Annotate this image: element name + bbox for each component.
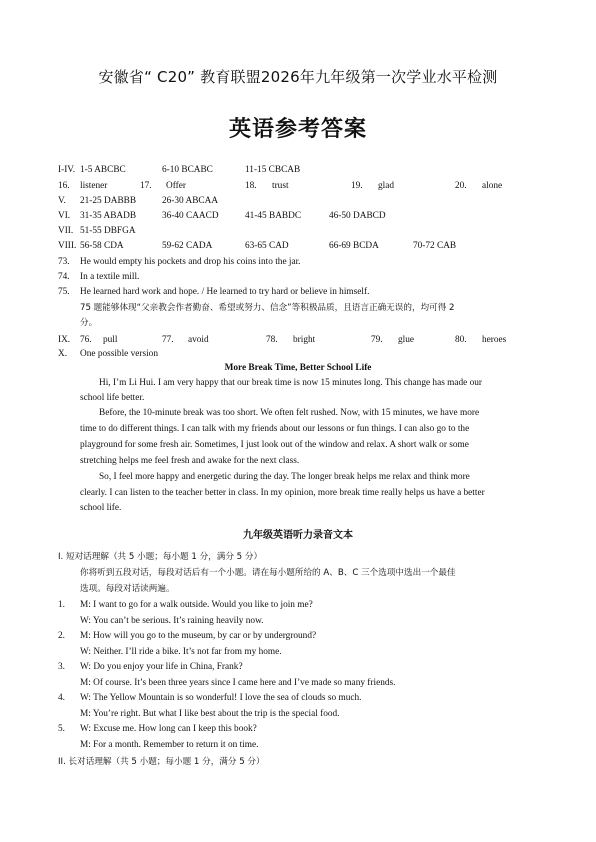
dialogue-line: M: How will you go to the museum, by car or by underground? — [80, 631, 317, 641]
answer-sentence: In a textile mill. — [80, 272, 140, 282]
instruction: 选项。每段对话读两遍。 — [80, 584, 175, 594]
answer-group: 1-5 ABCBC — [80, 165, 126, 175]
item-number: 73. — [58, 257, 70, 267]
essay-line: time to do different things. I can talk with my friends about our lessons or fun things. I can also go to the — [80, 424, 470, 434]
answer-group: 51-55 DBFGA — [80, 226, 136, 236]
dialogue-line: W: Do you enjoy your life in China, Frank? — [80, 662, 243, 672]
item-number: 79. — [371, 335, 383, 345]
row-label: VI. — [58, 211, 71, 221]
dialogue-line: M: Of course. It’s been three years since I came here and I’ve made so many friends. — [80, 678, 396, 688]
item-number: 18. — [245, 181, 257, 191]
row-label: IX. — [58, 335, 71, 345]
item-number: 76. — [80, 335, 92, 345]
answer-word: alone — [482, 181, 503, 191]
answer-group: 36-40 CAACD — [162, 211, 219, 221]
essay-line: school life better. — [80, 393, 145, 403]
item-number: 19. — [351, 181, 363, 191]
answer-group: 70-72 CAB — [413, 241, 457, 251]
answer-group: 66-69 BCDA — [329, 241, 379, 251]
row-label: VII. — [58, 226, 74, 236]
answer-word: trust — [272, 181, 289, 191]
essay-line: stretching helps me feel fresh and awake for the next class. — [80, 456, 300, 466]
answer-word: heroes — [482, 335, 507, 345]
row-label: V. — [58, 196, 66, 206]
section-heading: I. 短对话理解（共 5 小题；每小题 1 分，满分 5 分） — [58, 552, 263, 562]
essay-line: playground for some fresh air. Sometimes, I just look out of the window and relax. A short walk or some — [80, 440, 469, 450]
essay-line: So, I feel more happy and energetic during the day. The longer break helps me relax and think more — [99, 472, 470, 482]
item-number: 78. — [266, 335, 278, 345]
answer-group: 46-50 DABCD — [329, 211, 386, 221]
item-number: 16. — [58, 181, 70, 191]
answer-group: 41-45 BABDC — [245, 211, 302, 221]
answer-word: listener — [80, 181, 108, 191]
answer-group: 56-58 CDA — [80, 241, 124, 251]
dialogue-number: 4. — [58, 693, 65, 703]
answer-group: 11-15 CBCAB — [245, 165, 301, 175]
answer-group: 59-62 CADA — [162, 241, 213, 251]
dialogue-line: W: You can’t be serious. It’s raining heavily now. — [80, 616, 264, 626]
document-subtitle: 安徽省“ C20” 教育联盟2026年九年级第一次学业水平检测 — [98, 68, 498, 86]
essay-line: Before, the 10-minute break was too short. We often felt rushed. Now, with 15 minutes, we have more — [99, 408, 480, 418]
row-label: I-IV. — [58, 165, 76, 175]
document-title: 英语参考答案 — [228, 116, 367, 141]
dialogue-line: W: The Yellow Mountain is so wonderful! I love the sea of clouds so much. — [80, 693, 362, 703]
dialogue-number: 2. — [58, 631, 65, 641]
item-number: 74. — [58, 272, 70, 282]
section-note: One possible version — [80, 349, 158, 359]
dialogue-line: W: Neither. I’ll ride a bike. It’s not far from my home. — [80, 647, 282, 657]
answer-word: avoid — [188, 335, 209, 345]
item-number: 17. — [140, 181, 152, 191]
section-heading: II. 长对话理解（共 5 小题；每小题 1 分，满分 5 分） — [58, 757, 265, 767]
item-number: 80. — [455, 335, 467, 345]
answer-word: bright — [293, 335, 316, 345]
answer-sentence: He would empty his pockets and drop his coins into the jar. — [80, 257, 301, 267]
dialogue-line: M: You’re right. But what I like best about the trip is the special food. — [80, 709, 340, 719]
answer-group: 21-25 DABBB — [80, 196, 137, 206]
row-label: VIII. — [58, 241, 77, 251]
answer-word: glad — [378, 181, 395, 191]
answer-sentence: He learned hard work and hope. / He learned to try hard or believe in himself. — [80, 287, 370, 297]
dialogue-line: M: For a month. Remember to return it on time. — [80, 740, 259, 750]
item-number: 75. — [58, 287, 70, 297]
item-number: 77. — [162, 335, 174, 345]
scoring-note: 分。 — [80, 318, 98, 328]
dialogue-number: 5. — [58, 724, 65, 734]
item-number: 20. — [455, 181, 467, 191]
essay-line: Hi, I’m Li Hui. I am very happy that our break time is now 15 minutes long. This change has made our — [99, 378, 482, 388]
essay-line: clearly. I can listen to the teacher better in class. In my opinion, more break time really helps us have a better — [80, 488, 485, 498]
essay-line: school life. — [80, 503, 122, 513]
dialogue-number: 3. — [58, 662, 65, 672]
dialogue-line: M: I want to go for a walk outside. Would you like to join me? — [80, 600, 313, 610]
answer-word: Offer — [166, 181, 186, 191]
answer-word: glue — [398, 335, 415, 345]
answer-word: pull — [103, 335, 118, 345]
transcript-title: 九年级英语听力录音文本 — [243, 530, 353, 541]
row-label: X. — [58, 349, 68, 359]
answer-group: 63-65 CAD — [245, 241, 289, 251]
scoring-note: 75 题能够体现“父亲教会作者勤奋、希望或努力、信念”等积极品质，且语言正确无误的，均可得 2 — [80, 303, 455, 313]
essay-title: More Break Time, Better School Life — [224, 363, 372, 373]
answer-group: 26-30 ABCAA — [162, 196, 219, 206]
dialogue-number: 1. — [58, 600, 65, 610]
answer-group: 6-10 BCABC — [162, 165, 213, 175]
instruction: 你将听到五段对话，每段对话后有一个小题。请在每小题所给的 A、B、C 三个选项中选出一个最佳 — [80, 568, 456, 578]
answer-group: 31-35 ABADB — [80, 211, 137, 221]
dialogue-line: W: Excuse me. How long can I keep this book? — [80, 724, 257, 734]
